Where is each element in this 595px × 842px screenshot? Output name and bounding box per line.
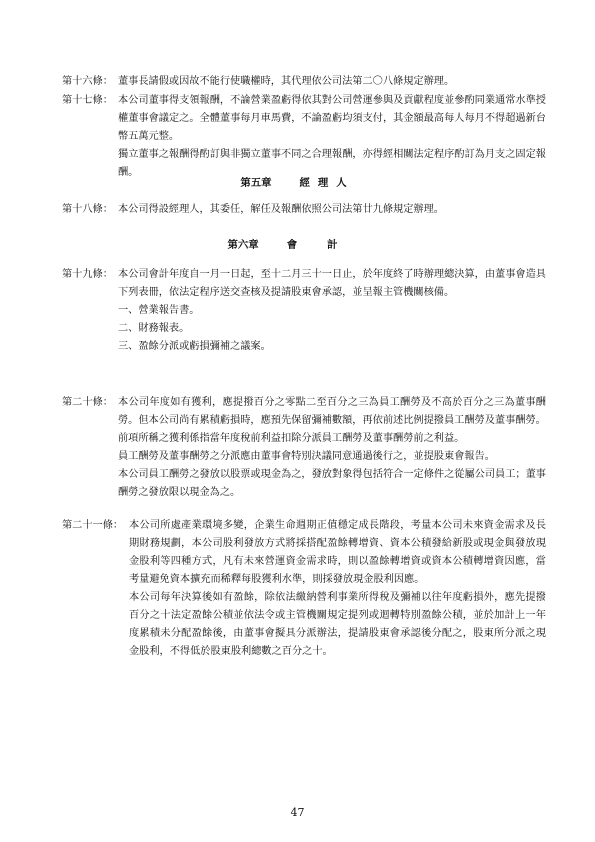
article-body xyxy=(118,92,546,182)
chapter-title: 會計 xyxy=(286,239,368,251)
paragraph: 本公司會計年度自一月一日起，至十二月三十一日止，於年度終了時辦理總決算，由董事會造具下列表冊，依法定程序送交查核及提請股東會承認，並呈報主管機關核備。 xyxy=(118,269,546,298)
chapter-title: 經理人 xyxy=(299,177,355,189)
article-heading: 第十八條： xyxy=(62,204,113,215)
paragraph: 員工酬勞及董事酬勞之分派應由董事會特別決議同意通過後行之，並提股東會報告。 xyxy=(118,451,495,462)
article-body xyxy=(118,201,546,219)
article-heading: 第二十一條： xyxy=(62,520,124,531)
article-body xyxy=(129,517,546,661)
article-body xyxy=(118,266,546,356)
paragraph: 前項所稱之獲利係指當年度稅前利益扣除分派員工酬勞及董事酬勞前之利益。 xyxy=(118,433,465,444)
page-number: 47 xyxy=(290,806,305,819)
paragraph: 本公司得設經理人，其委任，解任及報酬依照公司法第廿九條規定辦理。 xyxy=(118,204,444,215)
chapter-6-heading xyxy=(0,236,595,251)
list-item: 二、財務報表。 xyxy=(118,323,190,334)
article-21 xyxy=(62,517,546,661)
article-19 xyxy=(62,266,546,356)
paragraph: 本公司年度如有獲利，應提撥百分之零點二至百分之三為員工酬勞及不高於百分之三為董事酬勞。但本公司尚有累積虧損時，應預先保留彌補數額，再依前述比例提撥員工酬勞及董事酬勞。 xyxy=(118,397,546,426)
article-16 xyxy=(62,73,546,91)
article-heading: 第十九條： xyxy=(62,269,113,280)
article-body xyxy=(118,73,546,91)
article-body xyxy=(118,394,546,502)
paragraph: 董事長請假或因故不能行使職權時，其代理依公司法第二〇八條規定辦理。 xyxy=(118,76,455,87)
chapter-number: 第六章 xyxy=(227,239,259,251)
paragraph: 本公司所處產業環境多變，企業生命週期正值穩定成長階段，考量本公司未來資金需求及長期財務規劃，本公司股利發放方式將採搭配盈餘轉增資、資本公積發給新股或現金與發放現金股利等四種方式，凡有未來營運資金需求時，則以盈餘轉增資或資本公積轉增資因應，當考量避免資本擴充而稀釋每股獲利水準，則採發放現金股利因應。 xyxy=(129,520,546,585)
list-item: 一、營業報告書。 xyxy=(118,305,200,316)
paragraph: 本公司董事得支領報酬，不論營業盈虧得依其對公司營運參與及貢獻程度並參酌同業通常水準授權董事會議定之。全體董事每月車馬費，不論盈虧均須支付，其金額最高每人每月不得超過新台幣五萬元整。 xyxy=(118,95,546,142)
article-20 xyxy=(62,394,546,502)
chapter-number: 第五章 xyxy=(240,177,272,189)
paragraph: 獨立董事之報酬得酌訂與非獨立董事不同之合理報酬，亦得經相關法定程序酌訂為月支之固定報酬。 xyxy=(118,149,546,178)
list-item: 三、盈餘分派或虧損彌補之議案。 xyxy=(118,341,271,352)
paragraph: 本公司每年決算後如有盈餘，除依法繳納營利事業所得稅及彌補以往年度虧損外，應先提撥百分之十法定盈餘公積並依法令或主管機關規定提列或迴轉特別盈餘公積，並於加計上一年度累積未分配盈餘後，由董事會擬具分派辦法，提請股東會承認後分配之，股東所分派之現金股利，不得低於股東股利總數之百分之十。 xyxy=(129,592,546,657)
article-heading: 第十七條： xyxy=(62,95,113,106)
chapter-5-heading xyxy=(0,174,595,189)
article-17 xyxy=(62,92,546,182)
article-18 xyxy=(62,201,546,219)
article-heading: 第二十條： xyxy=(62,397,113,408)
article-heading: 第十六條： xyxy=(62,76,113,87)
paragraph: 本公司員工酬勞之發放以股票或現金為之，發放對象得包括符合一定條件之從屬公司員工；董事酬勞之發放限以現金為之。 xyxy=(118,469,546,498)
